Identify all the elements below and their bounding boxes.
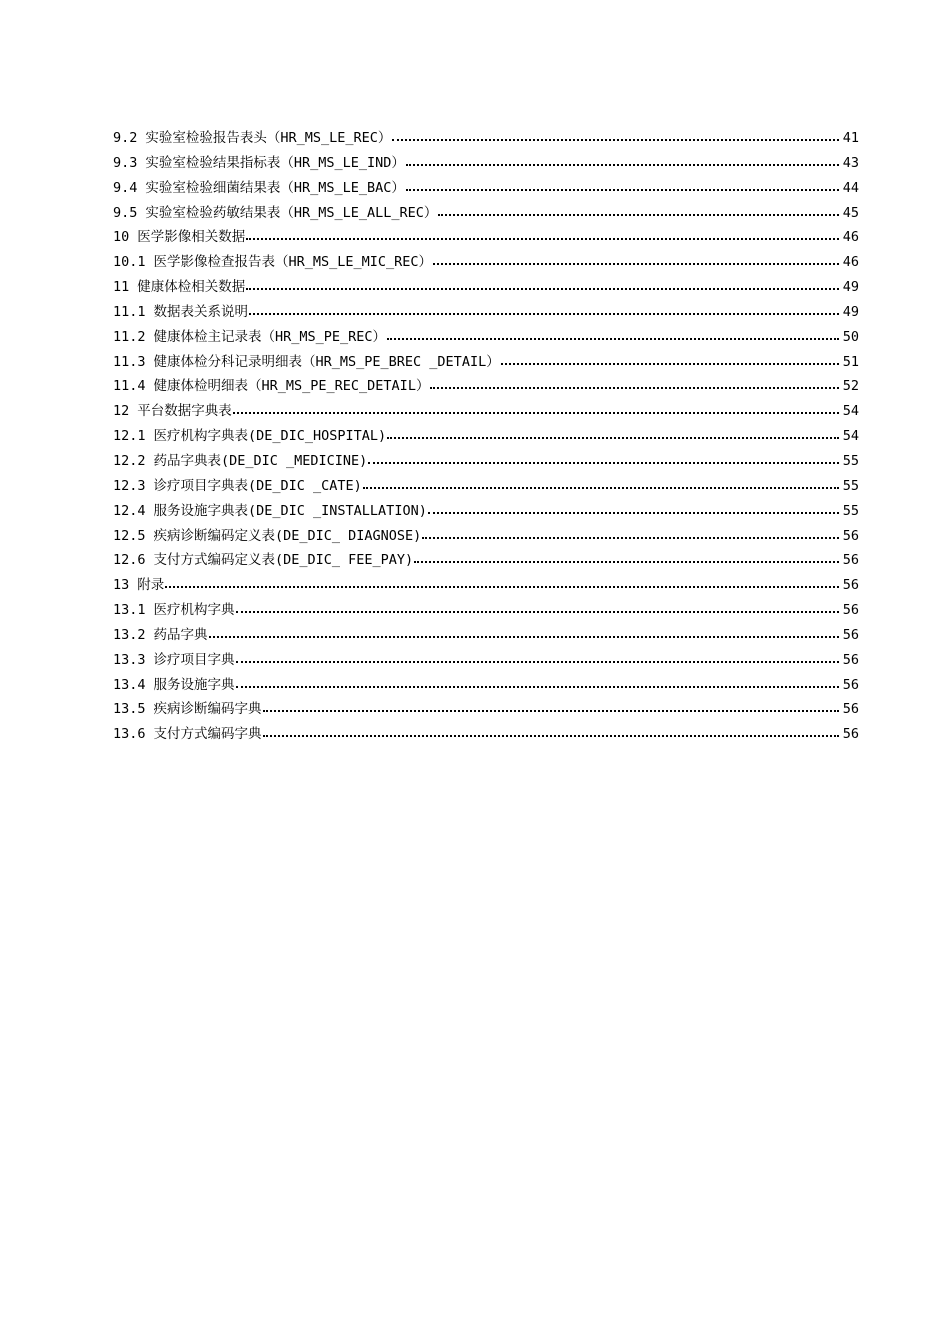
- toc-dot-leader: [501, 354, 839, 366]
- toc-entry-title: 药品字典: [153, 626, 208, 643]
- toc-dot-leader: [233, 403, 839, 415]
- toc-entry-page-number: 41: [842, 130, 859, 146]
- toc-entry[interactable]: [113, 648, 859, 673]
- toc-entry-title: 诊疗项目字典表(DE_DIC _CATE): [153, 477, 362, 494]
- toc-entry-title: 支付方式编码字典: [153, 726, 262, 743]
- toc-entry[interactable]: [113, 623, 859, 648]
- toc-entry-number: 13.3: [113, 651, 146, 668]
- toc-entry-page-number: 44: [842, 179, 859, 196]
- toc-dot-leader: [236, 652, 839, 664]
- toc-entry-page-number: 45: [842, 204, 859, 221]
- toc-entry-number: 13: [113, 577, 130, 594]
- toc-dot-leader: [263, 701, 839, 713]
- toc-dot-leader: [438, 205, 839, 217]
- toc-entry-title: 健康体检相关数据: [137, 279, 246, 296]
- toc-entry-page-number: 56: [842, 651, 859, 668]
- table-of-contents: [113, 126, 859, 747]
- toc-entry[interactable]: [113, 449, 859, 474]
- toc-entry-number: 9.5: [113, 204, 138, 221]
- toc-entry-title: 健康体检分科记录明细表（HR_MS_PE_BREC _DETAIL）: [153, 353, 500, 370]
- toc-entry-title: 医学影像相关数据: [137, 229, 246, 246]
- toc-dot-leader: [430, 378, 839, 390]
- toc-entry-title: 医疗机构字典: [153, 602, 235, 619]
- toc-dot-leader: [246, 229, 839, 241]
- toc-entry-page-number: 49: [842, 303, 859, 320]
- toc-entry-page-number: 56: [842, 676, 859, 693]
- toc-dot-leader: [209, 627, 839, 639]
- toc-dot-leader: [387, 329, 839, 341]
- toc-entry-page-number: 46: [842, 229, 859, 246]
- toc-entry-number: 12.1: [113, 428, 146, 445]
- toc-entry[interactable]: [113, 548, 859, 573]
- toc-entry-number: 12: [113, 403, 130, 420]
- toc-dot-leader: [236, 602, 839, 614]
- toc-entry[interactable]: [113, 598, 859, 623]
- toc-entry[interactable]: [113, 250, 859, 275]
- toc-dot-leader: [433, 254, 839, 266]
- toc-entry-number: 10.1: [113, 254, 146, 271]
- toc-entry-title: 数据表关系说明: [153, 303, 249, 320]
- toc-entry-page-number: 50: [842, 328, 859, 345]
- toc-entry-number: 12.6: [113, 552, 146, 569]
- toc-entry-number: 13.5: [113, 701, 146, 718]
- toc-entry[interactable]: [113, 275, 859, 300]
- toc-entry[interactable]: [113, 201, 859, 226]
- toc-entry-title: 医学影像检查报告表（HR_MS_LE_MIC_REC）: [153, 254, 433, 271]
- toc-entry-page-number: 55: [842, 452, 859, 469]
- toc-entry-page-number: 56: [842, 726, 859, 743]
- toc-entry[interactable]: [113, 697, 859, 722]
- toc-entry[interactable]: [113, 126, 859, 151]
- toc-dot-leader: [422, 528, 839, 540]
- toc-dot-leader: [263, 726, 839, 738]
- toc-entry-page-number: 56: [842, 552, 859, 569]
- toc-entry-title: 实验室检验细菌结果表（HR_MS_LE_BAC）: [145, 179, 405, 196]
- toc-entry-number: 13.1: [113, 602, 146, 619]
- toc-entry-number: 9.2: [113, 130, 138, 146]
- toc-entry-page-number: 56: [842, 577, 859, 594]
- toc-entry[interactable]: [113, 573, 859, 598]
- toc-entry[interactable]: [113, 350, 859, 375]
- toc-entry-page-number: 55: [842, 502, 859, 519]
- toc-entry[interactable]: [113, 722, 859, 747]
- toc-entry-page-number: 56: [842, 527, 859, 544]
- toc-entry-page-number: 49: [842, 279, 859, 296]
- toc-entry[interactable]: [113, 424, 859, 449]
- toc-entry-title: 实验室检验报告表头（HR_MS_LE_REC）: [145, 130, 392, 146]
- toc-entry-title: 服务设施字典: [153, 676, 235, 693]
- toc-entry[interactable]: [113, 300, 859, 325]
- toc-entry[interactable]: [113, 325, 859, 350]
- toc-dot-leader: [363, 478, 839, 490]
- toc-entry[interactable]: [113, 374, 859, 399]
- toc-entry[interactable]: [113, 225, 859, 250]
- toc-entry-number: 12.4: [113, 502, 146, 519]
- toc-dot-leader: [249, 304, 839, 316]
- toc-entry[interactable]: [113, 673, 859, 698]
- toc-dot-leader: [165, 577, 839, 589]
- toc-entry-title: 药品字典表(DE_DIC _MEDICINE): [153, 452, 368, 469]
- toc-entry-page-number: 46: [842, 254, 859, 271]
- toc-entry-page-number: 55: [842, 477, 859, 494]
- toc-entry-number: 13.4: [113, 676, 146, 693]
- toc-entry-number: 11.1: [113, 303, 146, 320]
- toc-dot-leader: [428, 503, 839, 515]
- toc-dot-leader: [392, 130, 839, 142]
- toc-entry-number: 12.5: [113, 527, 146, 544]
- toc-entry-page-number: 54: [842, 403, 859, 420]
- toc-entry-number: 11.4: [113, 378, 146, 395]
- toc-dot-leader: [414, 552, 839, 564]
- toc-entry-page-number: 56: [842, 626, 859, 643]
- toc-entry-number: 9.3: [113, 154, 138, 171]
- toc-entry-page-number: 43: [842, 154, 859, 171]
- toc-entry-title: 医疗机构字典表(DE_DIC_HOSPITAL): [153, 428, 387, 445]
- toc-entry-title: 平台数据字典表: [137, 403, 232, 420]
- toc-entry-number: 11.3: [113, 353, 146, 370]
- toc-entry[interactable]: [113, 151, 859, 176]
- toc-entry-title: 健康体检主记录表（HR_MS_PE_REC）: [153, 328, 387, 345]
- toc-entry-number: 9.4: [113, 179, 138, 196]
- toc-dot-leader: [406, 180, 839, 192]
- toc-dot-leader: [246, 279, 839, 291]
- toc-entry[interactable]: [113, 176, 859, 201]
- toc-entry[interactable]: [113, 524, 859, 549]
- toc-entry-number: 12.2: [113, 452, 146, 469]
- toc-entry-title: 附录: [137, 577, 165, 594]
- toc-entry-page-number: 56: [842, 602, 859, 619]
- toc-entry[interactable]: [113, 499, 859, 524]
- toc-entry-title: 实验室检验结果指标表（HR_MS_LE_IND）: [145, 154, 405, 171]
- toc-dot-leader: [387, 428, 839, 440]
- toc-entry-title: 服务设施字典表(DE_DIC _INSTALLATION): [153, 502, 427, 519]
- toc-entry[interactable]: [113, 474, 859, 499]
- toc-entry-page-number: 56: [842, 701, 859, 718]
- toc-entry-number: 11: [113, 279, 130, 296]
- toc-entry-number: 11.2: [113, 328, 146, 345]
- toc-entry-number: 10: [113, 229, 130, 246]
- toc-entry-number: 13.2: [113, 626, 146, 643]
- toc-entry-page-number: 52: [842, 378, 859, 395]
- toc-entry-title: 诊疗项目字典: [153, 651, 235, 668]
- toc-entry-page-number: 51: [842, 353, 859, 370]
- toc-entry-number: 12.3: [113, 477, 146, 494]
- toc-entry-title: 健康体检明细表（HR_MS_PE_REC_DETAIL）: [153, 378, 430, 395]
- toc-entry-title: 疾病诊断编码字典: [153, 701, 262, 718]
- toc-entry-page-number: 54: [842, 428, 859, 445]
- toc-entry-number: 13.6: [113, 726, 146, 743]
- toc-dot-leader: [368, 453, 839, 465]
- toc-dot-leader: [406, 155, 839, 167]
- toc-entry[interactable]: [113, 399, 859, 424]
- toc-entry-title: 实验室检验药敏结果表（HR_MS_LE_ALL_REC）: [145, 204, 438, 221]
- toc-entry-title: 支付方式编码定义表(DE_DIC_ FEE_PAY): [153, 552, 414, 569]
- toc-entry-title: 疾病诊断编码定义表(DE_DIC_ DIAGNOSE): [153, 527, 422, 544]
- toc-dot-leader: [236, 677, 839, 689]
